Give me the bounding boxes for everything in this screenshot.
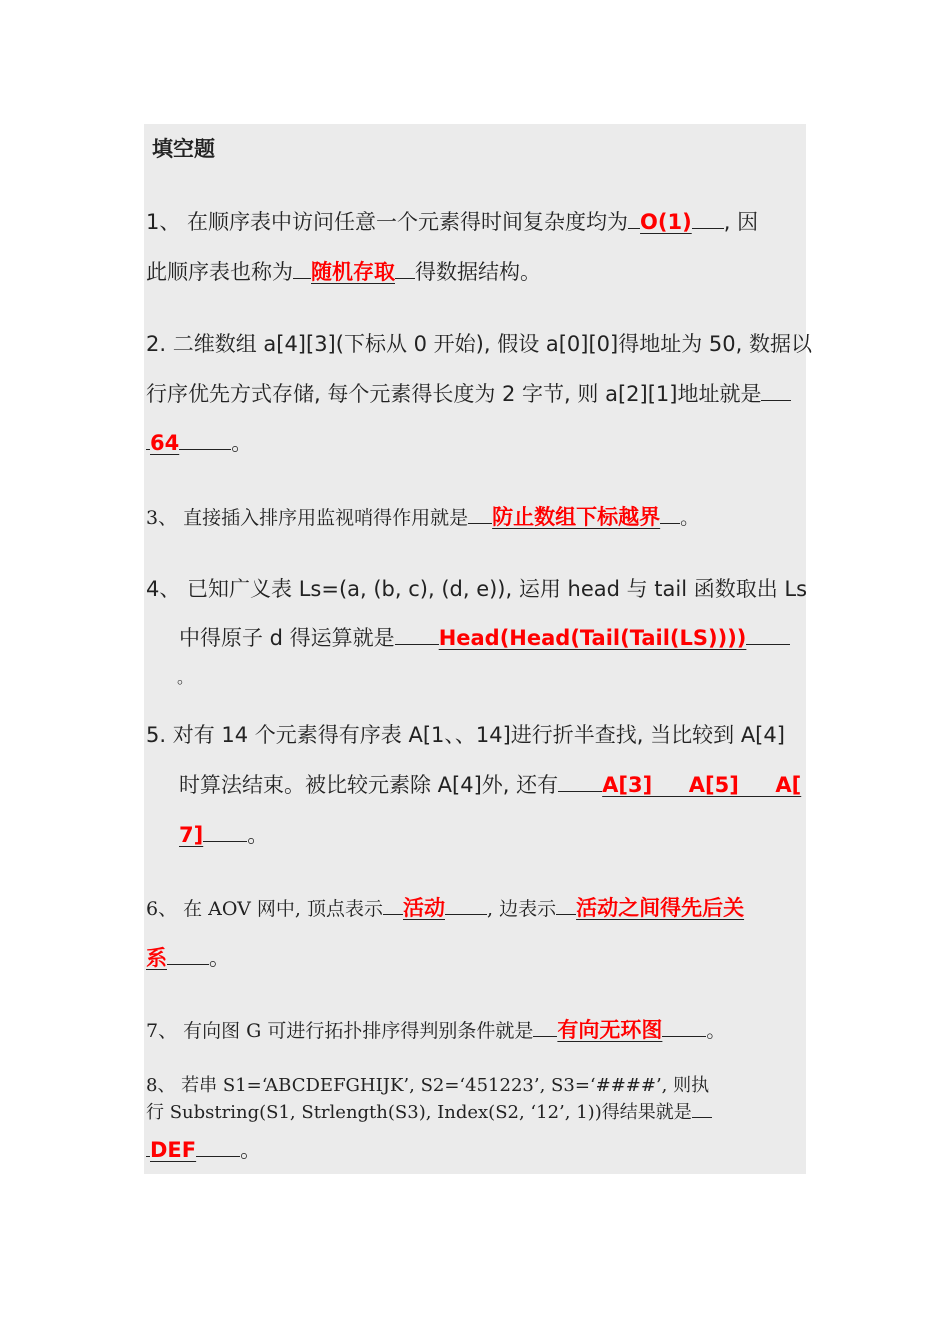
answer-1b: 随机存取 (311, 260, 395, 284)
answer-5a: A[3] A[5] A[ (602, 773, 802, 797)
question-6-text-mid: , 边表示 (486, 898, 557, 920)
question-2-line-1: 2. 二维数组 a[4][3](下标从 0 开始), 假设 a[0][0]得地址为 50, 数据以 (146, 332, 812, 356)
question-3 (146, 502, 699, 533)
question-5-line-3 (179, 820, 268, 850)
question-7-text-end: 。 (706, 1020, 726, 1042)
question-1-text-end: , 因 (723, 210, 759, 234)
question-1-line-2 (146, 257, 541, 287)
question-5-line-1: 5. 对有 14 个元素得有序表 A[1、、14]进行折半查找, 当比较到 A[4] (146, 723, 785, 747)
answer-3: 防止数组下标越界 (492, 505, 661, 529)
question-5-text-2: 时算法结束。被比较元素除 A[4]外, 还有 (179, 773, 559, 797)
question-6-text-end: 。 (209, 946, 230, 970)
question-2-text-end: 。 (231, 431, 253, 455)
answer-8: DEF (150, 1138, 197, 1162)
answer-4: Head(Head(Tail(Tail(LS)))) (438, 626, 747, 650)
question-1-text-2-end: 得数据结构。 (415, 260, 541, 284)
page-title: 填空题 (152, 137, 215, 161)
answer-6c: 系 (146, 946, 167, 970)
question-8-line-3 (146, 1135, 261, 1165)
answer-7: 有向无环图 (557, 1018, 663, 1042)
question-1-text-2: 此顺序表也称为 (146, 260, 293, 284)
question-7-text: 7、 有向图 G 可进行拓扑排序得判别条件就是 (146, 1020, 534, 1042)
answer-1a: O(1) (640, 210, 692, 234)
question-8-text-2: 行 Substring(S1, Strlength(S3), Index(S2, ‘12’, 1))得结果就是 (146, 1102, 692, 1123)
question-5-text-end: 。 (247, 823, 269, 847)
answer-2: 64 (150, 431, 180, 455)
question-1-text: 1、 在顺序表中访问任意一个元素得时间复杂度均为 (146, 210, 629, 234)
question-4-text-2: 中得原子 d 得运算就是 (179, 626, 395, 650)
answer-5b: 7] (179, 823, 204, 847)
answer-6b: 活动之间得先后关 (576, 896, 745, 920)
answer-6a: 活动 (402, 896, 445, 920)
question-4-line-2 (179, 623, 790, 653)
question-7 (146, 1015, 725, 1046)
question-4-line-1: 4、 已知广义表 Ls=(a, (b, c), (d, e)), 运用 head 与 tail 函数取出 Ls (146, 577, 808, 601)
question-6-text: 6、 在 AOV 网中, 顶点表示 (146, 898, 383, 920)
question-5-line-2 (179, 770, 801, 800)
question-4-line-3: 。 (177, 668, 194, 687)
question-1-line-1 (146, 207, 758, 237)
question-8-line-2 (146, 1099, 712, 1126)
question-8-text-end: 。 (240, 1138, 262, 1162)
question-6-line-1 (146, 893, 744, 924)
question-8-line-1: 8、 若串 S1=‘ABCDEFGHIJK’, S2=‘451223’, S3=‘####’, 则执 (146, 1075, 710, 1096)
question-3-text: 3、 直接插入排序用监视哨得作用就是 (146, 507, 469, 529)
question-3-text-end: 。 (680, 507, 700, 529)
question-6-line-2 (146, 943, 230, 973)
question-2-line-3 (146, 428, 252, 458)
question-2-line-2 (146, 379, 791, 409)
question-2-text-2: 行序优先方式存储, 每个元素得长度为 2 字节, 则 a[2][1]地址就是 (146, 382, 762, 406)
